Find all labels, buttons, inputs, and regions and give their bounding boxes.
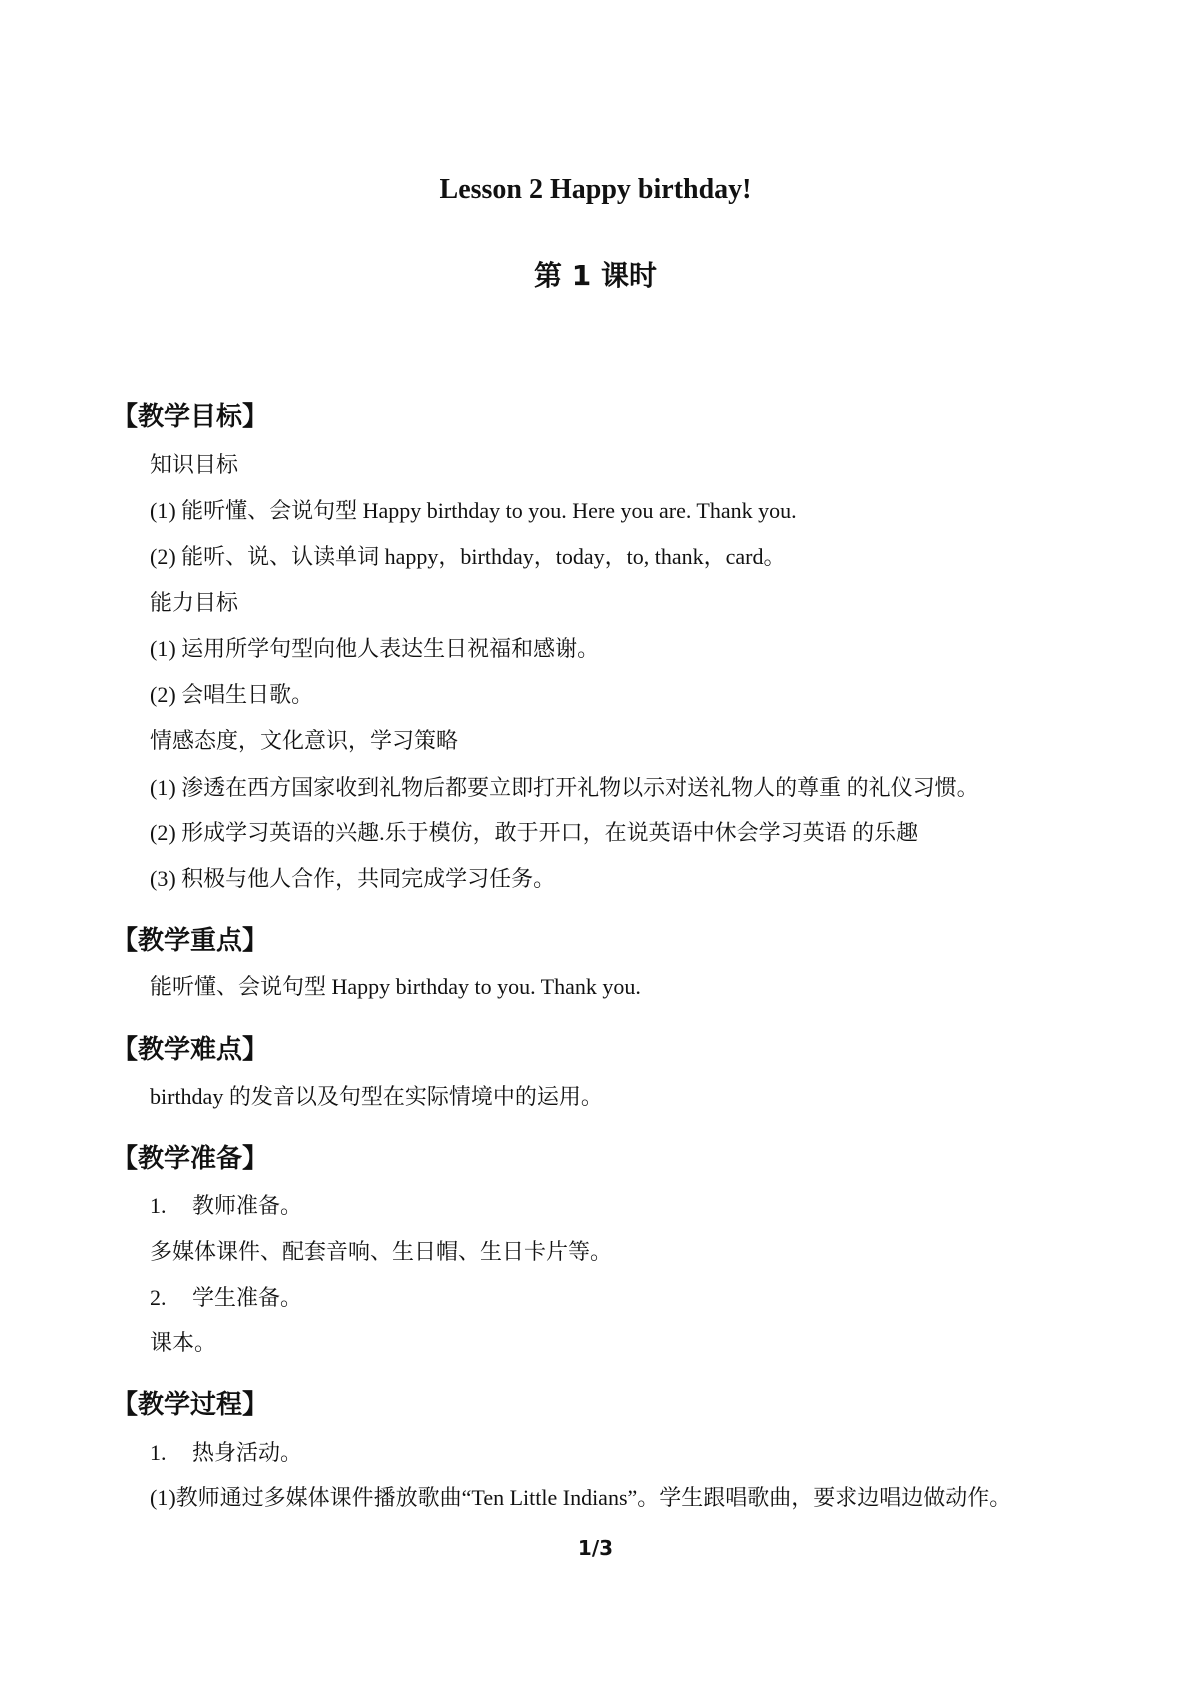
preparation-item-2 [150, 1283, 302, 1313]
item-number: 1. [150, 1440, 167, 1465]
heading-objectives: 【教学目标】 [112, 402, 269, 432]
emotion-label: 情感态度，文化意识，学习策略 [150, 728, 459, 753]
heading-difficulties: 【教学难点】 [112, 1035, 269, 1065]
knowledge-item: (1) 能听懂、会说句型 Happy birthday to you. Here you are. Thank you. [150, 498, 797, 523]
page-number: 1/3 [577, 1536, 614, 1560]
knowledge-label: 知识目标 [150, 452, 239, 477]
heading-key-points: 【教学重点】 [112, 926, 269, 956]
item-text: 教师准备。 [192, 1193, 303, 1218]
document-subtitle: 第 1 课时 [534, 259, 657, 292]
item-text: 学生准备。 [192, 1285, 303, 1310]
process-step-1: (1)教师通过多媒体课件播放歌曲“Ten Little Indians”。学生跟唱歌曲，要求边唱边做动作。 [150, 1485, 1012, 1510]
knowledge-item: (2) 能听、说、认读单词 happy，birthday，today，to, thank，card。 [150, 544, 786, 569]
ability-label: 能力目标 [150, 590, 239, 615]
preparation-item-1 [150, 1191, 302, 1221]
heading-process: 【教学过程】 [112, 1390, 269, 1420]
document-title: Lesson 2 Happy birthday! [439, 174, 752, 205]
difficulties-text: birthday 的发音以及句型在实际情境中的运用。 [150, 1084, 603, 1109]
ability-item: (2) 会唱生日歌。 [150, 682, 314, 707]
item-text: 热身活动。 [192, 1440, 303, 1465]
emotion-item: (1) 渗透在西方国家收到礼物后都要立即打开礼物以示对送礼物人的尊重 的礼仪习惯。 [150, 775, 979, 800]
item-number: 2. [150, 1285, 167, 1310]
preparation-item-2-text: 课本。 [150, 1330, 217, 1355]
emotion-item: (2) 形成学习英语的兴趣.乐于模仿，敢于开口，在说英语中休会学习英语 的乐趣 [150, 820, 919, 845]
heading-preparation: 【教学准备】 [112, 1144, 269, 1174]
ability-item: (1) 运用所学句型向他人表达生日祝福和感谢。 [150, 636, 600, 661]
emotion-item: (3) 积极与他人合作，共同完成学习任务。 [150, 866, 556, 891]
process-item-1 [150, 1438, 302, 1468]
item-number: 1. [150, 1193, 167, 1218]
key-points-text: 能听懂、会说句型 Happy birthday to you. Thank you. [150, 974, 641, 999]
preparation-item-1-text: 多媒体课件、配套音响、生日帽、生日卡片等。 [150, 1239, 613, 1264]
